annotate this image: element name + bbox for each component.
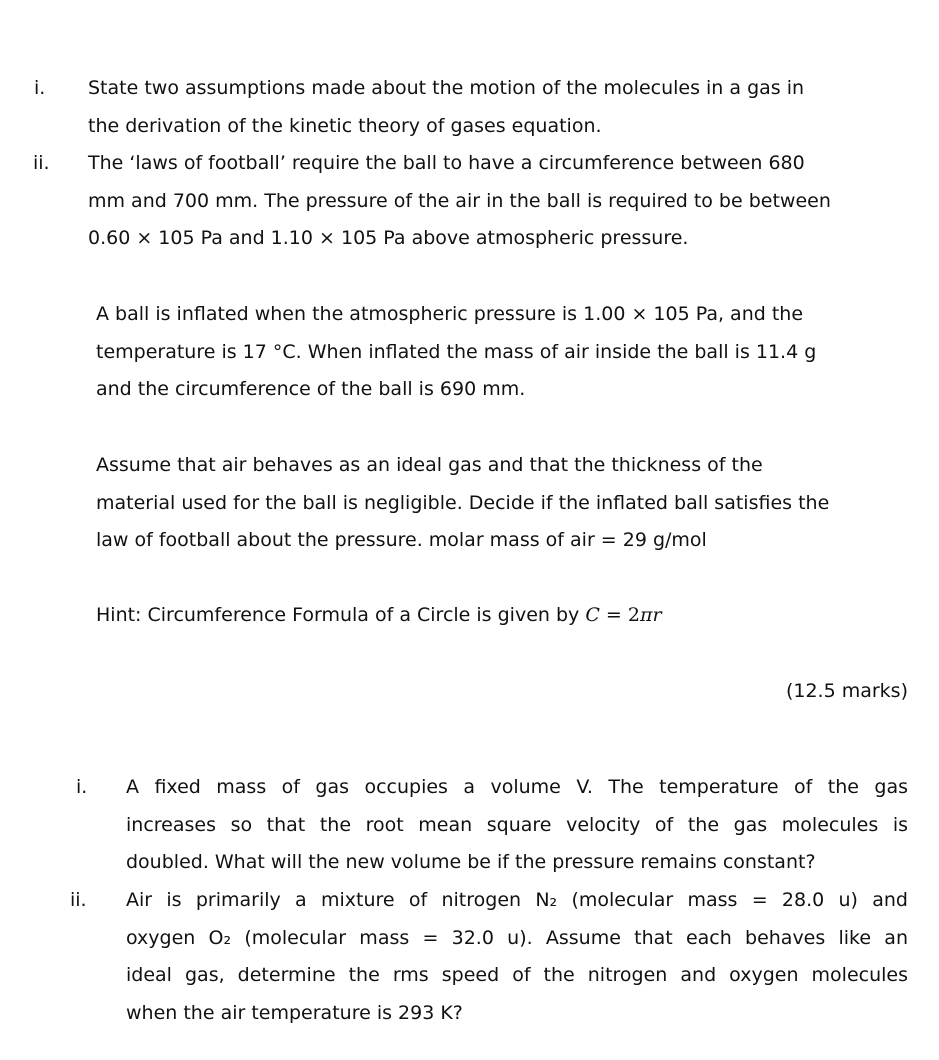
- question-b2-line-3: ideal gas, determine the rms speed of the nitrogen and oxygen molecules: [126, 964, 908, 986]
- marks-label: (12.5 marks): [785, 680, 908, 702]
- question-a1-line-1: State two assumptions made about the motion of the molecules in a gas in: [88, 77, 805, 99]
- question-a1-text: [88, 70, 804, 145]
- question-b1-line-3: doubled. What will the new volume be if the pressure remains constant?: [126, 851, 816, 873]
- paragraph-2-line-1: Assume that air behaves as an ideal gas and that the thickness of the: [96, 454, 763, 476]
- formula-c: C: [585, 604, 600, 626]
- circumference-formula: [585, 604, 661, 626]
- question-b2-numeral: ii.: [70, 889, 87, 911]
- question-b2-line-1: Air is primarily a mixture of nitrogen N₂ (molecular mass = 28.0 u) and: [126, 889, 908, 911]
- question-a2-line-1: The ‘laws of football’ require the ball to have a circumference between 680: [88, 152, 805, 174]
- hint-line: [96, 597, 916, 635]
- paragraph-1-line-3: and the circumference of the ball is 690 mm.: [96, 378, 526, 400]
- question-b2-text: [126, 882, 908, 1032]
- formula-pi: π: [639, 604, 653, 626]
- question-a2-text: [88, 145, 831, 258]
- question-a2-numeral: ii.: [33, 152, 50, 174]
- hint-text: Hint: Circumference Formula of a Circle is given by: [96, 604, 586, 626]
- question-a2-line-2: mm and 700 mm. The pressure of the air in the ball is required to be between: [88, 189, 831, 212]
- question-b2-line-4: when the air temperature is 293 K?: [126, 1001, 463, 1024]
- question-b1-text: [126, 769, 908, 882]
- paragraph-1-line-1: A ball is inflated when the atmospheric pressure is 1.00 × 105 Pa, and the: [96, 303, 804, 325]
- question-b2-line-2: oxygen O₂ (molecular mass = 32.0 u). Assume that each behaves like an: [126, 926, 908, 949]
- formula-r: r: [652, 604, 662, 626]
- paragraph-1-line-2: temperature is 17 °C. When inflated the mass of air inside the ball is 11.4 g: [96, 340, 817, 363]
- paragraph-2-line-2: material used for the ball is negligible. Decide if the inflated ball satisfies the: [96, 491, 830, 514]
- question-a1-line-2: the derivation of the kinetic theory of gases equation.: [88, 114, 602, 137]
- question-a2-line-3: 0.60 × 105 Pa and 1.10 × 105 Pa above atmospheric pressure.: [88, 227, 689, 249]
- ideal-gas-paragraph: [96, 447, 916, 560]
- ball-inflation-paragraph: [96, 296, 916, 409]
- formula-equals: = 2: [599, 604, 640, 626]
- question-b1-line-2: increases so that the root mean square velocity of the gas molecules is: [126, 813, 908, 836]
- question-b1-line-1: A fixed mass of gas occupies a volume V. The temperature of the gas: [126, 776, 908, 798]
- question-a1-numeral: i.: [34, 77, 46, 99]
- paragraph-2-line-3: law of football about the pressure. molar mass of air = 29 g/mol: [96, 529, 707, 551]
- question-b1-numeral: i.: [76, 776, 88, 798]
